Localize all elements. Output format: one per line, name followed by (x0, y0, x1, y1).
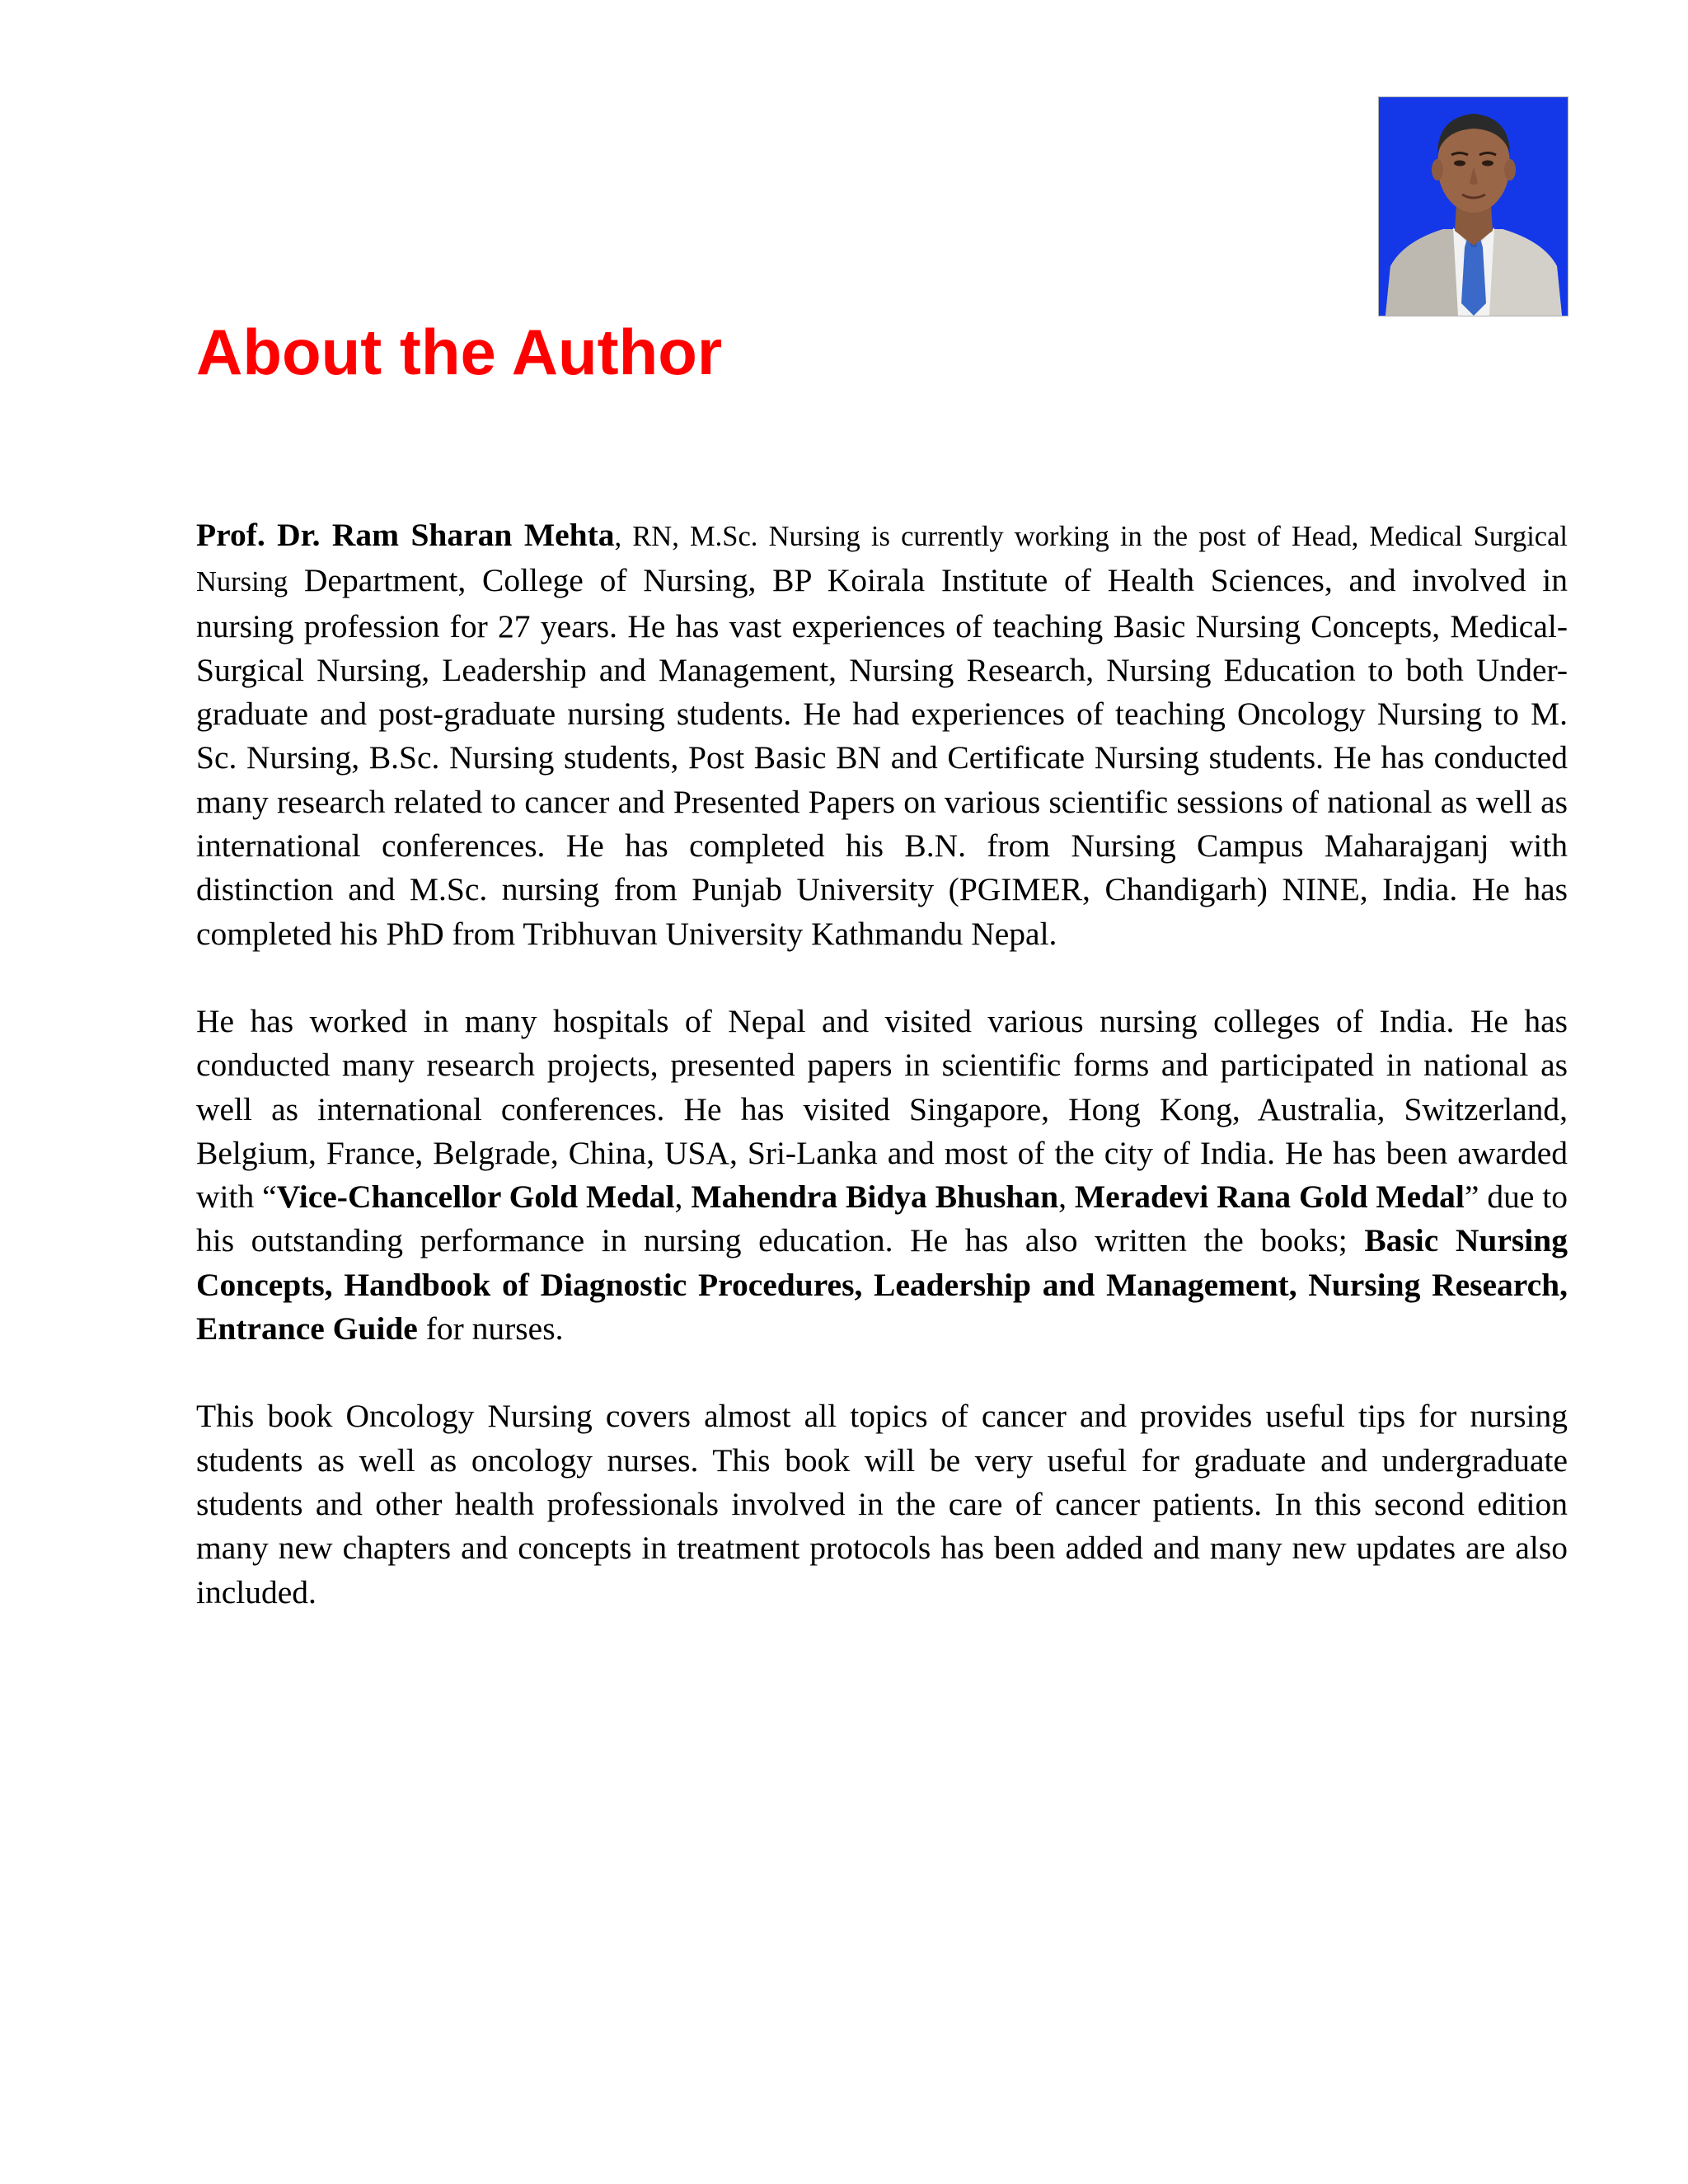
paragraph-text: He has worked in many hospitals of Nepal and visited various nursing colleges of India. He has conducted many research projects, presented papers in scientific forms and participated in national as well as international conferences. He has visited Singapore, Hong Kong, Australia, Switzerland, Belgium, France, Belgrade, China, USA, Sri-Lanka and most of the city of India. He has been awarded with “ (196, 1002, 1568, 1216)
author-portrait-icon (1379, 97, 1568, 316)
page-title: About the Author (196, 316, 723, 388)
book-titles: Basic Nursing Concepts, Handbook of Diagnostic Procedures, Leadership and Management, Nursing Research, Entrance Guide (196, 1222, 1568, 1347)
biography-paragraph-1 (196, 513, 1568, 956)
award-name: Meradevi Rana Gold Medal (1074, 1179, 1465, 1216)
separator: , (1058, 1179, 1075, 1216)
author-biography (196, 513, 1568, 1658)
author-name: Prof. Dr. Ram Sharan Mehta (196, 517, 615, 553)
paragraph-text: for nurses. (417, 1310, 564, 1347)
separator: , (674, 1179, 692, 1216)
award-name: Mahendra Bidya Bhushan (691, 1179, 1059, 1216)
paragraph-text: ” due to his outstanding performance in nursing education. He has also written the books; (196, 1179, 1568, 1259)
award-name: Vice-Chancellor Gold Medal (276, 1179, 675, 1216)
biography-paragraph-3: This book Oncology Nursing covers almost all topics of cancer and provides useful tips for nursing students as well as oncology nurses. This book will be very useful for graduate and undergraduate students and other health professionals involved in the care of cancer patients. In this second edition many new chapters and concepts in treatment protocols has been added and many new updates are also included. (196, 1398, 1568, 1610)
author-credentials: , RN, M.Sc. Nursing is currently working in the post of Head, Medical Surgical Nursing (196, 521, 1568, 598)
biography-paragraph-2 (196, 1000, 1568, 1351)
paragraph-text: Department, College of Nursing, BP Koirala Institute of Health Sciences, and involved in nursing profession for 27 years. He has vast experiences of teaching Basic Nursing Concepts, Medical-Surgical Nursing, Leadership and Management, Nursing Research, Nursing Education to both Under-graduate and post-graduate nursing students. He had experiences of teaching Oncology Nursing to M. Sc. Nursing, B.Sc. Nursing students, Post Basic BN and Certificate Nursing students. He has conducted many research related to cancer and Presented Papers on various scientific sessions of national as well as international conferences. He has completed his B.N. from Nursing Campus Maharajganj with distinction and M.Sc. nursing from Punjab University (PGIMER, Chandigarh) NINE, India. He has completed his PhD from Tribhuvan University Kathmandu Nepal. (196, 562, 1568, 952)
